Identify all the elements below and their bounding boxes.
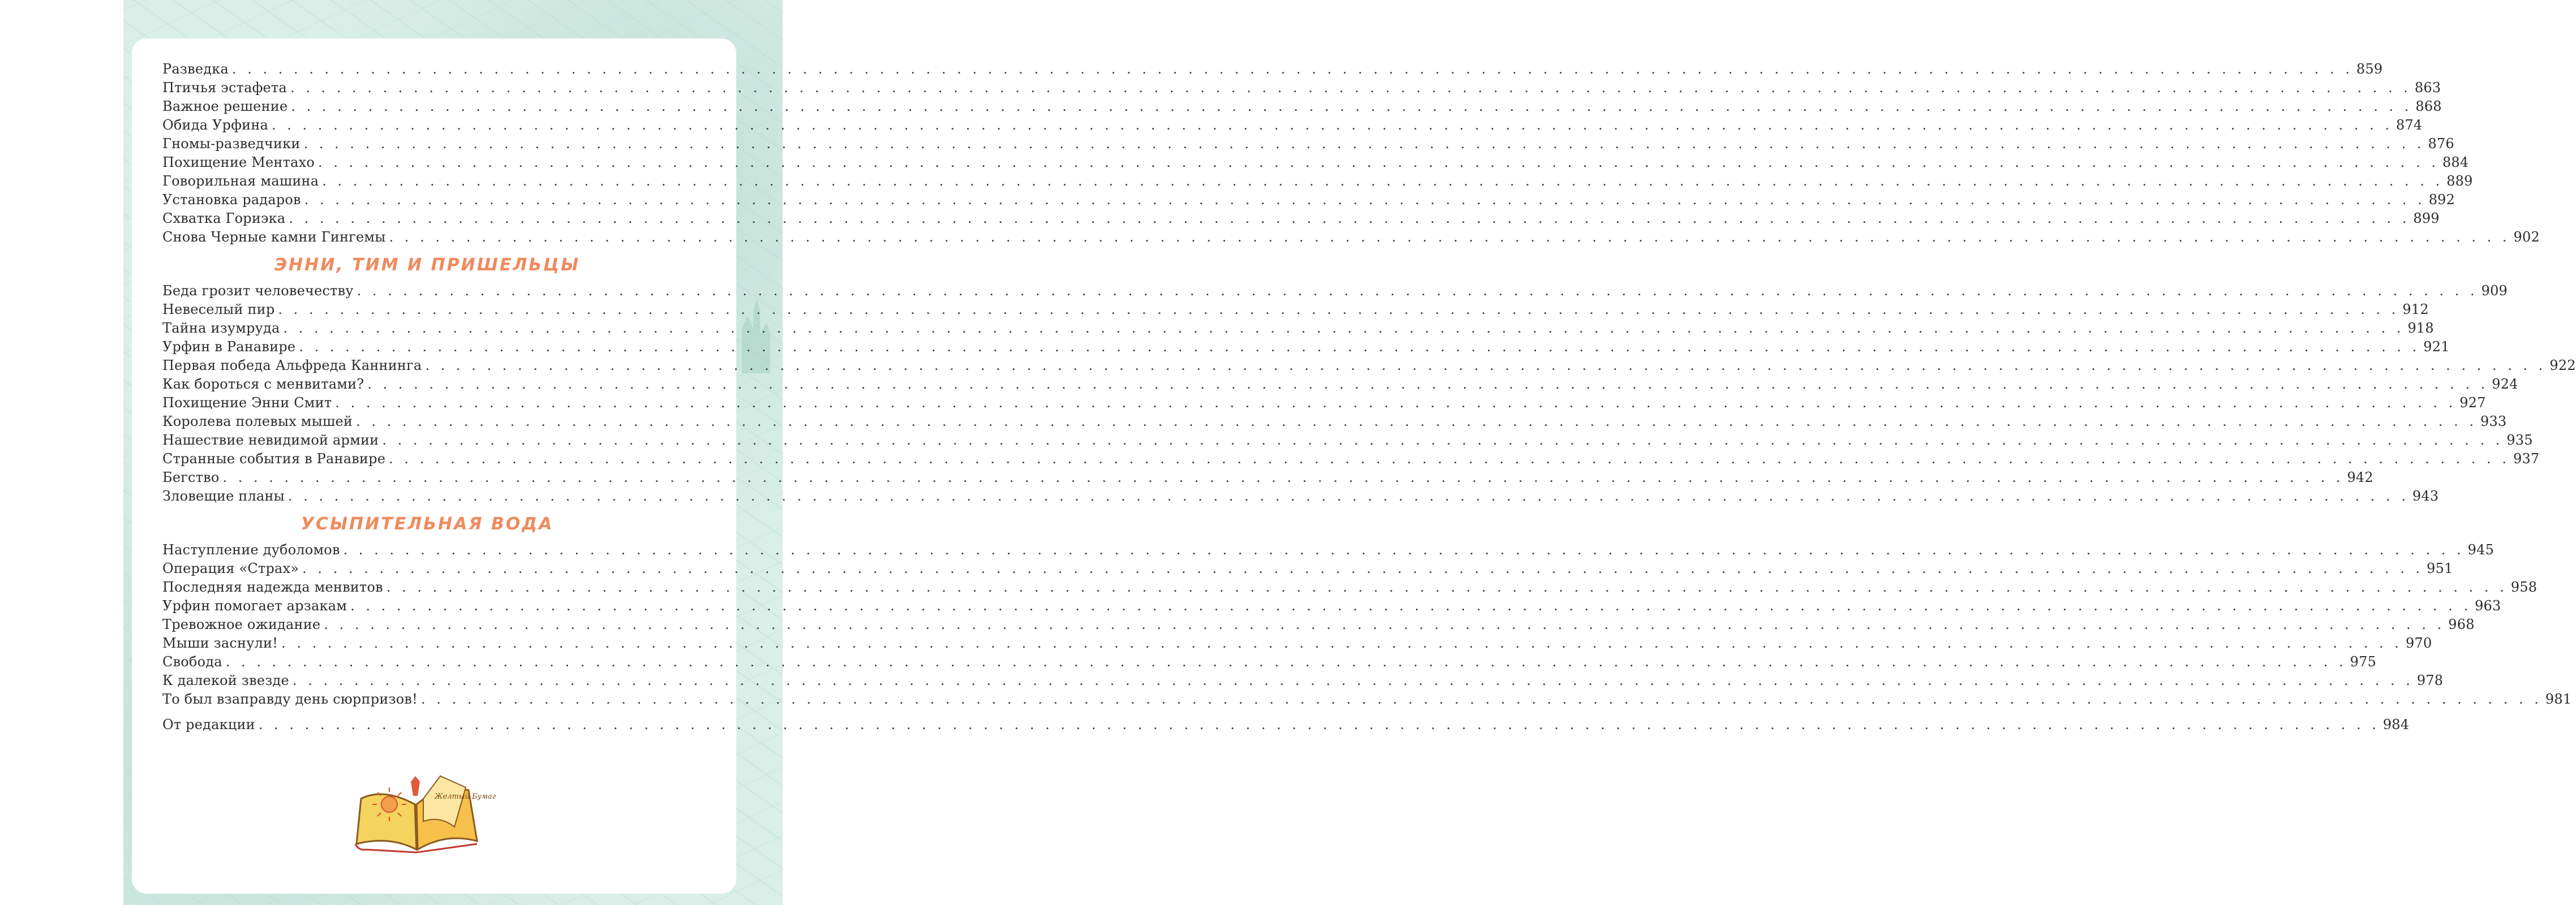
entry-title: Важное решение bbox=[162, 98, 288, 114]
entry-page: 868 bbox=[2415, 98, 2442, 114]
entry-title: Бегство bbox=[162, 469, 220, 485]
dot-leader bbox=[367, 376, 2488, 392]
open-book-illustration-icon bbox=[350, 765, 496, 855]
entry-title: Странные события в Ранавире bbox=[162, 451, 386, 467]
entry-title: Последняя надежда менвитов bbox=[162, 579, 383, 595]
toc-entry[interactable] bbox=[162, 635, 2432, 654]
toc-entry[interactable] bbox=[162, 210, 2440, 229]
entry-page: 933 bbox=[2480, 413, 2507, 429]
entry-page: 902 bbox=[2513, 229, 2540, 245]
dot-leader bbox=[389, 451, 2510, 467]
entry-page: 922 bbox=[2549, 357, 2576, 373]
toc-entry[interactable] bbox=[162, 61, 2383, 80]
entry-title: Разведка bbox=[162, 61, 229, 77]
entry-page: 935 bbox=[2506, 432, 2533, 448]
entry-title: Похищение Ментахо bbox=[162, 154, 315, 170]
entry-page: 984 bbox=[2382, 717, 2410, 732]
entry-title: Урфин помогает арзакам bbox=[162, 598, 347, 614]
entry-title: Наступление дуболомов bbox=[162, 542, 340, 558]
entry-title: Королева полевых мышей bbox=[162, 413, 353, 429]
toc-section bbox=[162, 61, 2540, 248]
toc-section bbox=[162, 248, 2576, 507]
toc-entry[interactable] bbox=[162, 542, 2495, 561]
toc-entry[interactable] bbox=[162, 598, 2501, 617]
entry-page: 892 bbox=[2428, 192, 2455, 208]
dot-leader bbox=[356, 413, 2477, 429]
entry-page: 909 bbox=[2481, 283, 2508, 299]
entry-page: 859 bbox=[2356, 61, 2383, 77]
entry-page: 874 bbox=[2395, 117, 2423, 133]
dot-leader bbox=[421, 691, 2542, 707]
toc-entry[interactable] bbox=[162, 579, 2538, 598]
entry-title: Беда грозит человечеству bbox=[162, 283, 354, 299]
dot-leader bbox=[281, 635, 2402, 651]
entry-page: 924 bbox=[2492, 376, 2518, 392]
entry-title: Невеселый пир bbox=[162, 301, 275, 317]
dot-leader bbox=[335, 395, 2456, 411]
dot-leader bbox=[350, 598, 2471, 614]
section-heading: УСЫПИТЕЛЬНАЯ ВОДА bbox=[300, 514, 554, 534]
entry-title: Тайна изумруда bbox=[162, 320, 280, 336]
entry-page: 975 bbox=[2350, 654, 2377, 670]
entry-title: Похищение Энни Смит bbox=[162, 395, 332, 411]
dot-leader bbox=[289, 210, 2410, 226]
entry-title: Как бороться с менвитами? bbox=[162, 376, 364, 392]
dot-leader bbox=[389, 229, 2510, 245]
entry-page: 958 bbox=[2510, 579, 2538, 595]
toc-entry[interactable] bbox=[162, 451, 2540, 469]
dot-leader bbox=[291, 98, 2412, 114]
entry-title: Свобода bbox=[162, 654, 222, 670]
entry-page: 978 bbox=[2416, 673, 2444, 688]
entry-page: 943 bbox=[2412, 488, 2439, 504]
entry-title: Говорильная машина bbox=[162, 173, 319, 189]
book-illustration-text: Желтый Бумаг bbox=[435, 792, 496, 801]
toc-entry[interactable] bbox=[162, 117, 2423, 136]
toc-entry[interactable] bbox=[162, 173, 2473, 192]
entry-title: Операция «Страх» bbox=[162, 561, 299, 576]
toc-entry[interactable] bbox=[162, 488, 2439, 507]
entry-page: 937 bbox=[2513, 451, 2540, 467]
toc-entry[interactable] bbox=[162, 283, 2508, 301]
dot-leader bbox=[226, 654, 2347, 670]
entry-title: Первая победа Альфреда Каннинга bbox=[162, 357, 422, 373]
entry-page: 889 bbox=[2446, 173, 2473, 189]
entry-page: 927 bbox=[2459, 395, 2486, 411]
entry-page: 942 bbox=[2347, 469, 2373, 485]
dot-leader bbox=[318, 154, 2439, 170]
toc-entry[interactable] bbox=[162, 432, 2533, 451]
entry-title: Снова Черные камни Гингемы bbox=[162, 229, 386, 245]
dot-leader bbox=[382, 432, 2503, 448]
toc-entry-afterword[interactable] bbox=[162, 717, 2410, 735]
entry-page: 884 bbox=[2442, 154, 2469, 170]
spacer bbox=[162, 710, 692, 717]
entry-page: 921 bbox=[2423, 339, 2450, 355]
toc-section bbox=[162, 507, 2572, 710]
entry-page: 876 bbox=[2428, 136, 2454, 152]
entry-page: 968 bbox=[2448, 617, 2475, 632]
toc-entry[interactable] bbox=[162, 301, 2429, 320]
toc-entry[interactable] bbox=[162, 617, 2475, 635]
toc-entry[interactable] bbox=[162, 691, 2572, 710]
dot-leader bbox=[299, 339, 2420, 355]
dot-leader bbox=[288, 488, 2409, 504]
toc-entry[interactable] bbox=[162, 376, 2518, 395]
toc-entry[interactable] bbox=[162, 339, 2450, 357]
entry-page: 918 bbox=[2407, 320, 2434, 336]
dot-leader bbox=[272, 117, 2393, 133]
toc-entry[interactable] bbox=[162, 469, 2373, 488]
dot-leader bbox=[232, 61, 2353, 77]
toc-entry[interactable] bbox=[162, 413, 2507, 432]
entry-title: Гномы-разведчики bbox=[162, 136, 300, 152]
entry-title: Установка радаров bbox=[162, 192, 301, 208]
table-of-contents bbox=[162, 61, 2576, 735]
dot-leader bbox=[293, 673, 2414, 688]
toc-entry[interactable] bbox=[162, 136, 2454, 154]
entry-title: Обида Урфина bbox=[162, 117, 269, 133]
toc-entry[interactable] bbox=[162, 654, 2377, 673]
entry-title: Урфин в Ранавире bbox=[162, 339, 296, 355]
entry-title: Нашествие невидимой армии bbox=[162, 432, 379, 448]
toc-entry[interactable] bbox=[162, 357, 2576, 376]
dot-leader bbox=[284, 320, 2405, 336]
dot-leader bbox=[302, 561, 2423, 576]
dot-leader bbox=[304, 192, 2425, 208]
dot-leader bbox=[290, 80, 2411, 96]
toc-entry[interactable] bbox=[162, 229, 2540, 248]
entry-title: То был взаправду день сюрпризов! bbox=[162, 691, 418, 707]
dot-leader bbox=[324, 617, 2445, 632]
entry-page: 899 bbox=[2413, 210, 2440, 226]
entry-page: 963 bbox=[2475, 598, 2501, 614]
dot-leader bbox=[304, 136, 2425, 152]
dot-leader bbox=[278, 301, 2399, 317]
dot-leader bbox=[425, 357, 2546, 373]
entry-page: 945 bbox=[2467, 542, 2495, 558]
section-heading: ЭННИ, ТИМ И ПРИШЕЛЬЦЫ bbox=[274, 255, 581, 275]
dot-leader bbox=[223, 469, 2344, 485]
dot-leader bbox=[357, 283, 2478, 299]
toc-entry[interactable] bbox=[162, 192, 2455, 210]
entry-title: Зловещие планы bbox=[162, 488, 285, 504]
entry-title: Птичья эстафета bbox=[162, 80, 287, 96]
toc-entry[interactable] bbox=[162, 395, 2486, 413]
entry-title: Мыши заснули! bbox=[162, 635, 278, 651]
entry-title: Схватка Гориэка bbox=[162, 210, 286, 226]
toc-entry[interactable] bbox=[162, 320, 2434, 339]
dot-leader bbox=[259, 717, 2380, 732]
dot-leader bbox=[387, 579, 2508, 595]
toc-entry[interactable] bbox=[162, 154, 2469, 173]
dot-leader bbox=[322, 173, 2443, 189]
dot-leader bbox=[344, 542, 2465, 558]
toc-entry[interactable] bbox=[162, 561, 2453, 579]
entry-page: 981 bbox=[2545, 691, 2572, 707]
entry-title: Тревожное ожидание bbox=[162, 617, 321, 632]
entry-page: 863 bbox=[2414, 80, 2441, 96]
entry-page: 970 bbox=[2406, 635, 2432, 651]
entry-title: К далекой звезде bbox=[162, 673, 289, 688]
entry-title: От редакции bbox=[162, 717, 255, 732]
entry-page: 951 bbox=[2427, 561, 2453, 576]
entry-page: 912 bbox=[2402, 301, 2429, 317]
toc-entry[interactable] bbox=[162, 80, 2441, 98]
toc-entry[interactable] bbox=[162, 98, 2442, 117]
toc-entry[interactable] bbox=[162, 673, 2444, 691]
